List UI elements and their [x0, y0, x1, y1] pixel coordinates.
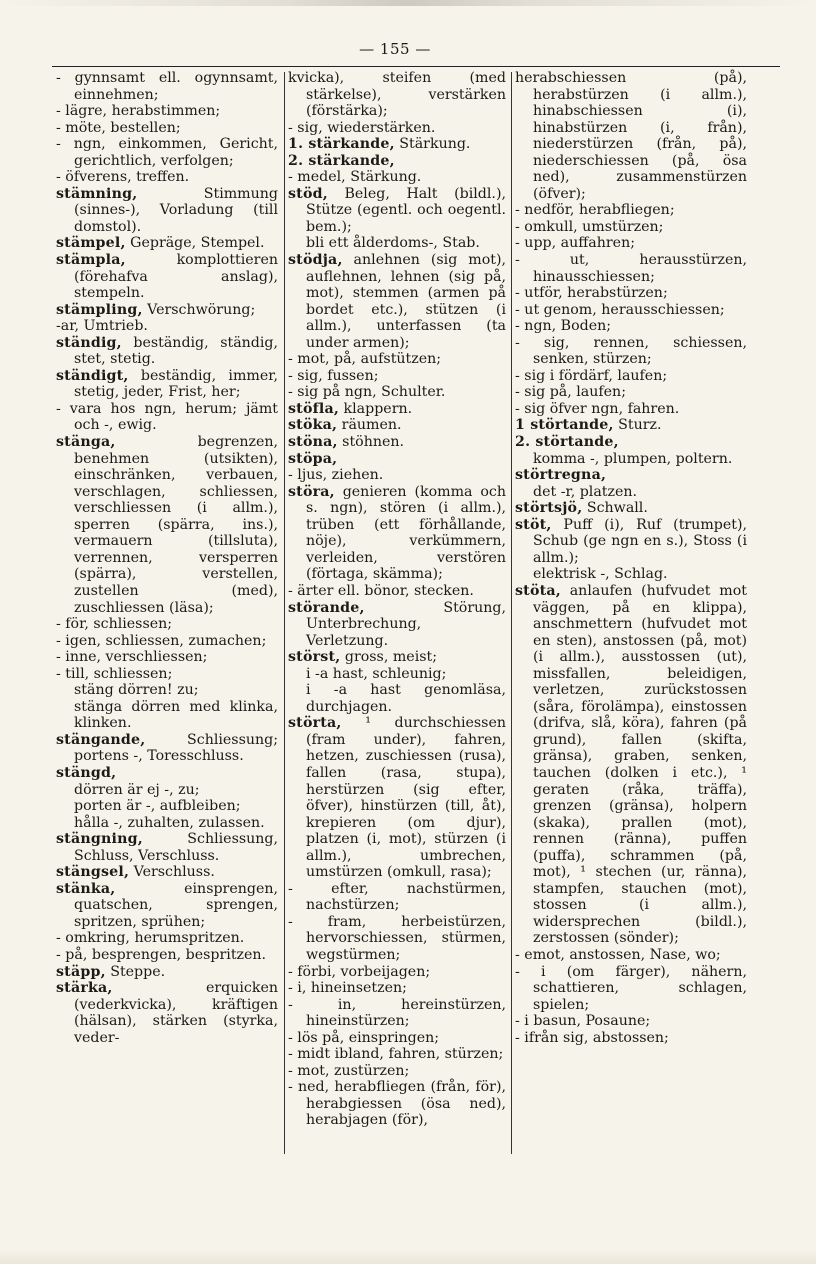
dictionary-subentry: - lägre, herabstimmen;	[56, 103, 221, 120]
column-divider-2	[511, 72, 512, 1154]
entry-definition: Störung, Unterbrechung, Verletzung.	[306, 599, 506, 649]
entry-definition: einsprengen, quatschen, sprengen, spritzen, sprühen;	[74, 880, 278, 930]
dictionary-entry	[56, 765, 278, 782]
entry-headword: störtregna,	[515, 467, 607, 484]
header-rule	[52, 66, 780, 67]
dictionary-subentry: - igen, schliessen, zumachen;	[56, 632, 267, 649]
entry-headword: stängsel,	[56, 864, 130, 881]
dictionary-subentry: - vara hos ngn, herum; jämt och -, ewig.	[56, 400, 278, 434]
dictionary-subentry: - sig i fördärf, laufen;	[515, 367, 668, 384]
entry-headword: 2. störtande,	[515, 434, 619, 451]
dictionary-entry	[288, 434, 506, 451]
dictionary-entry	[515, 500, 747, 517]
entry-definition: Stärkung.	[394, 136, 471, 153]
dictionary-subentry: - på, besprengen, bespritzen.	[56, 946, 267, 963]
entry-definition: klappern.	[339, 400, 413, 417]
entry-definition: komplottieren (förehafva anslag), stempeln.	[74, 252, 278, 302]
entry-definition: anlehnen (sig mot), auflehnen, lehnen (sig på, mot), stemmen (armen på bordet etc.), stützen (i allm.), unterfassen (ta under armen);	[306, 252, 506, 351]
entry-definition: Schliessung; portens -, Toresschluss.	[74, 731, 278, 765]
dictionary-line: komma -, plumpen, poltern.	[533, 450, 733, 467]
entry-headword: stöt,	[515, 516, 552, 533]
dictionary-line: i -a hast, schleunig;	[306, 665, 447, 682]
entry-definition: Puff (i), Ruf (trumpet), Schub (ge ngn en s.), Stoss (i allm.);	[533, 516, 747, 566]
dictionary-entry	[56, 252, 278, 302]
dictionary-subentry: - efter, nachstürmen, nachstürzen;	[288, 880, 506, 914]
entry-headword: 1. stärkande,	[288, 136, 395, 153]
dictionary-entry	[56, 368, 278, 401]
entry-headword: stänka,	[56, 880, 116, 897]
dictionary-entry	[288, 417, 506, 434]
dictionary-subentry: - medel, Stärkung.	[288, 169, 422, 186]
dictionary-entry	[56, 864, 278, 881]
entry-headword: stängning,	[56, 831, 143, 848]
dictionary-line: kvicka), steifen (med stärkelse), verstärken (förstärka);	[288, 70, 506, 120]
entry-definition: beständig, ständig, stet, stetig.	[74, 334, 278, 368]
dictionary-line: i -a hast genomläsa, durchjagen.	[306, 682, 506, 715]
dictionary-subentry: - sig, rennen, schiessen, senken, stürzen;	[515, 334, 747, 368]
dictionary-subentry: - ut genom, herausschiessen;	[515, 301, 725, 318]
dictionary-line: stänga dörren med klinka, klinken.	[74, 698, 278, 732]
dictionary-entry	[56, 335, 278, 368]
dictionary-subentry: - upp, auffahren;	[515, 235, 635, 252]
dictionary-entry	[56, 964, 278, 981]
dictionary-subentry: - ifrån sig, abstossen;	[515, 1029, 669, 1046]
dictionary-entry	[56, 881, 278, 931]
dictionary-line: hålla -, zuhalten, zulassen.	[74, 814, 265, 831]
dictionary-subentry: - ngn, Boden;	[515, 318, 612, 335]
entry-headword: stämpel,	[56, 235, 126, 252]
entry-definition: räumen.	[337, 417, 402, 434]
dictionary-entry	[515, 434, 747, 451]
entry-headword: stämning,	[56, 185, 138, 202]
entry-definition: Stimmung (sinnes-), Vorladung (till domstol).	[74, 185, 278, 235]
entry-headword: stänga,	[56, 434, 116, 451]
page-top-edge	[0, 0, 816, 6]
page-bottom-edge	[0, 1250, 816, 1264]
entry-headword: 2. stärkande,	[288, 152, 395, 169]
dictionary-subentry: - i, hineinsetzen;	[288, 980, 407, 997]
entry-definition: Verschwörung;	[142, 301, 256, 318]
dictionary-entry	[288, 401, 506, 418]
dictionary-subentry: - emot, anstossen, Nase, wo;	[515, 946, 721, 963]
dictionary-line: stäng dörren! zu;	[74, 682, 199, 699]
dictionary-line: det -r, platzen.	[533, 483, 638, 500]
dictionary-subentry: - fram, herbeistürzen, hervorschiessen, stürmen, wegstürmen;	[288, 913, 506, 963]
entry-headword: stöna,	[288, 434, 338, 451]
entry-headword: störta,	[288, 715, 342, 732]
entry-headword: störst,	[288, 649, 341, 666]
dictionary-entry	[56, 235, 278, 252]
dictionary-entry	[56, 302, 278, 319]
dictionary-entry	[288, 153, 506, 170]
dictionary-entry	[56, 732, 278, 765]
dictionary-subentry: - sig på, laufen;	[515, 384, 626, 401]
dictionary-subentry: - gynnsamt ell. ogynnsamt, einnehmen;	[56, 70, 278, 103]
column-divider-1	[284, 72, 285, 1154]
dictionary-line: bli ett ålderdoms-, Stab.	[306, 235, 480, 252]
entry-definition: Sturz.	[613, 417, 662, 434]
entry-definition: Verschluss.	[129, 864, 215, 881]
entry-headword: stöka,	[288, 417, 338, 434]
entry-definition: Schwall.	[582, 500, 648, 517]
entry-headword: ständig,	[56, 334, 122, 351]
entry-definition: genieren (komma och s. ngn), stören (i allm.), trüben (ett förhållande, nöje), verkümmern, verleiden, verstören (förtaga, skämma);	[306, 483, 506, 583]
dictionary-entry	[288, 649, 506, 666]
dictionary-subentry: - omkring, herumspritzen.	[56, 930, 245, 947]
dictionary-subentry: - utför, herabstürzen;	[515, 285, 668, 302]
entry-headword: stöfla,	[288, 400, 340, 417]
dictionary-entry	[56, 831, 278, 864]
page-number: — 155 —	[359, 40, 431, 58]
dictionary-subentry: - ngn, einkommen, Gericht, gerichtlich, verfolgen;	[56, 136, 278, 169]
entry-headword: störande,	[288, 599, 365, 616]
dictionary-column-3	[515, 70, 747, 1046]
dictionary-column-2	[288, 70, 506, 1129]
entry-definition: begrenzen, benehmen (utsikten), einschränken, verbauen, verschlagen, schliessen, verschliessen (i allm.), sperren (spärra, ins.), vermauern (tillsluta), verrennen, versperren (spärra), verstellen, zustellen (med), zuschliessen (läsa);	[74, 434, 278, 616]
dictionary-subentry: - ljus, ziehen.	[288, 467, 384, 484]
entry-definition: Steppe.	[105, 963, 166, 980]
entry-headword: stäpp,	[56, 963, 106, 980]
entry-headword: stärka,	[56, 980, 113, 997]
dictionary-subentry: - ut, herausstürzen, hinausschiessen;	[515, 252, 747, 285]
dictionary-subentry: - sig öfver ngn, fahren.	[515, 400, 680, 417]
entry-definition: Gepräge, Stempel.	[125, 235, 265, 252]
dictionary-subentry: - öfverens, treffen.	[56, 169, 190, 186]
entry-headword: 1 störtande,	[515, 417, 614, 434]
entry-headword: ständigt,	[56, 367, 129, 384]
dictionary-line: dörren är ej -, zu;	[74, 781, 200, 798]
dictionary-subentry: - in, hereinstürzen, hineinstürzen;	[288, 996, 506, 1030]
dictionary-subentry: - mot, på, aufstützen;	[288, 351, 442, 368]
dictionary-subentry: - inne, verschliessen;	[56, 649, 208, 666]
dictionary-entry	[515, 467, 747, 484]
dictionary-entry	[288, 252, 506, 351]
entry-definition: Beleg, Halt (bildl.), Stütze (egentl. och oegentl. bem.);	[306, 185, 506, 235]
dictionary-entry	[288, 715, 506, 880]
dictionary-subentry: - till, schliessen;	[56, 665, 173, 682]
entry-definition: Schliessung, Schluss, Verschluss.	[74, 831, 278, 864]
dictionary-subentry: - mot, zustürzen;	[288, 1062, 410, 1079]
entry-headword: stängande,	[56, 731, 146, 748]
dictionary-entry	[56, 980, 278, 1046]
entry-headword: stämpla,	[56, 252, 126, 269]
entry-definition: beständig, immer, stetig, jeder, Frist, her;	[74, 367, 278, 401]
dictionary-entry	[56, 186, 278, 236]
dictionary-entry	[288, 136, 506, 153]
entry-headword: stängd,	[56, 764, 117, 781]
dictionary-entry	[288, 451, 506, 468]
dictionary-column-1	[56, 70, 278, 1046]
dictionary-subentry: - sig på ngn, Schulter.	[288, 384, 446, 401]
dictionary-subentry: - förbi, vorbeijagen;	[288, 963, 431, 980]
entry-headword: störtsjö,	[515, 500, 583, 517]
dictionary-subentry: - sig, fussen;	[288, 367, 379, 384]
dictionary-line: elektrisk -, Schlag.	[533, 566, 668, 583]
dictionary-line: herabschiessen (på), herabstürzen (i allm.), hinabschiessen (i), hinabstürzen (i, från), niederstürzen (från, på), niederschiessen (på, ösa ned), zusammenstürzen (öfver);	[515, 70, 747, 202]
dictionary-subentry: -ar, Umtrieb.	[56, 318, 148, 335]
entry-definition: gross, meist;	[340, 649, 438, 666]
entry-headword: stöpa,	[288, 450, 338, 467]
dictionary-entry	[515, 517, 747, 567]
entry-headword: stödja,	[288, 252, 343, 269]
entry-definition: ¹ durchschiessen (fram under), fahren, hetzen, zuschiessen (rusa), fallen (rasa, stupa), herstürzen (sig efter, öfver), hinstürzen (till, åt), krepieren (om djur), platzen (i, mot), stürzen (i allm.), umbrechen, umstürzen (omkull, rasa);	[306, 715, 506, 881]
entry-headword: störa,	[288, 483, 335, 500]
dictionary-line: porten är -, aufbleiben;	[74, 798, 241, 815]
dictionary-entry	[288, 484, 506, 583]
dictionary-subentry: - midt ibland, fahren, stürzen;	[288, 1046, 504, 1063]
dictionary-entry	[288, 600, 506, 650]
entry-definition: stöhnen.	[337, 434, 405, 451]
dictionary-subentry: - ned, herabfliegen (från, för), herabgiessen (ösa ned), herabjagen (för),	[288, 1079, 506, 1129]
dictionary-entry	[288, 186, 506, 236]
dictionary-subentry: - sig, wiederstärken.	[288, 119, 436, 136]
entry-definition: anlaufen (hufvudet mot väggen, på en klippa), anschmettern (hufvudet mot en sten), anstossen (på, mot) (i allm.), ausstossen (ut), missfallen, beleidigen, verletzen, zurückstossen (såra, förolämpa), einstossen (drifva, slå, köra), fahren (på grund), fallen (skifta, gränsa), graben, senken, tauchen (dolken i etc.), ¹ geraten (råka, träffa), grenzen (gränsa), holpern (skaka), prallen (mot), rennen (ränna), puffen (puffa), schrammen (på, mot), ¹ stechen (ur, ränna), stampfen, stauchen (mot), stossen (i allm.), widersprechen (bildl.), zerstossen (sönder);	[533, 582, 747, 947]
dictionary-subentry: - nedför, herabfliegen;	[515, 202, 675, 219]
dictionary-subentry: - lös på, einspringen;	[288, 1029, 440, 1046]
dictionary-subentry: - möte, bestellen;	[56, 119, 181, 136]
dictionary-entry	[515, 417, 747, 434]
dictionary-subentry: - i (om färger), nähern, schattieren, schlagen, spielen;	[515, 963, 747, 1013]
entry-headword: stämpling,	[56, 301, 143, 318]
entry-definition: erquicken (vederkvicka), kräftigen (hälsan), stärken (styrka, veder-	[74, 980, 278, 1046]
entry-headword: stöd,	[288, 185, 328, 202]
dictionary-entry	[515, 583, 747, 947]
dictionary-subentry: - för, schliessen;	[56, 616, 173, 633]
dictionary-entry	[56, 434, 278, 616]
dictionary-subentry: - ärter ell. bönor, stecken.	[288, 582, 474, 599]
dictionary-subentry: - omkull, umstürzen;	[515, 218, 664, 235]
dictionary-subentry: - i basun, Posaune;	[515, 1013, 651, 1030]
entry-headword: stöta,	[515, 582, 561, 599]
